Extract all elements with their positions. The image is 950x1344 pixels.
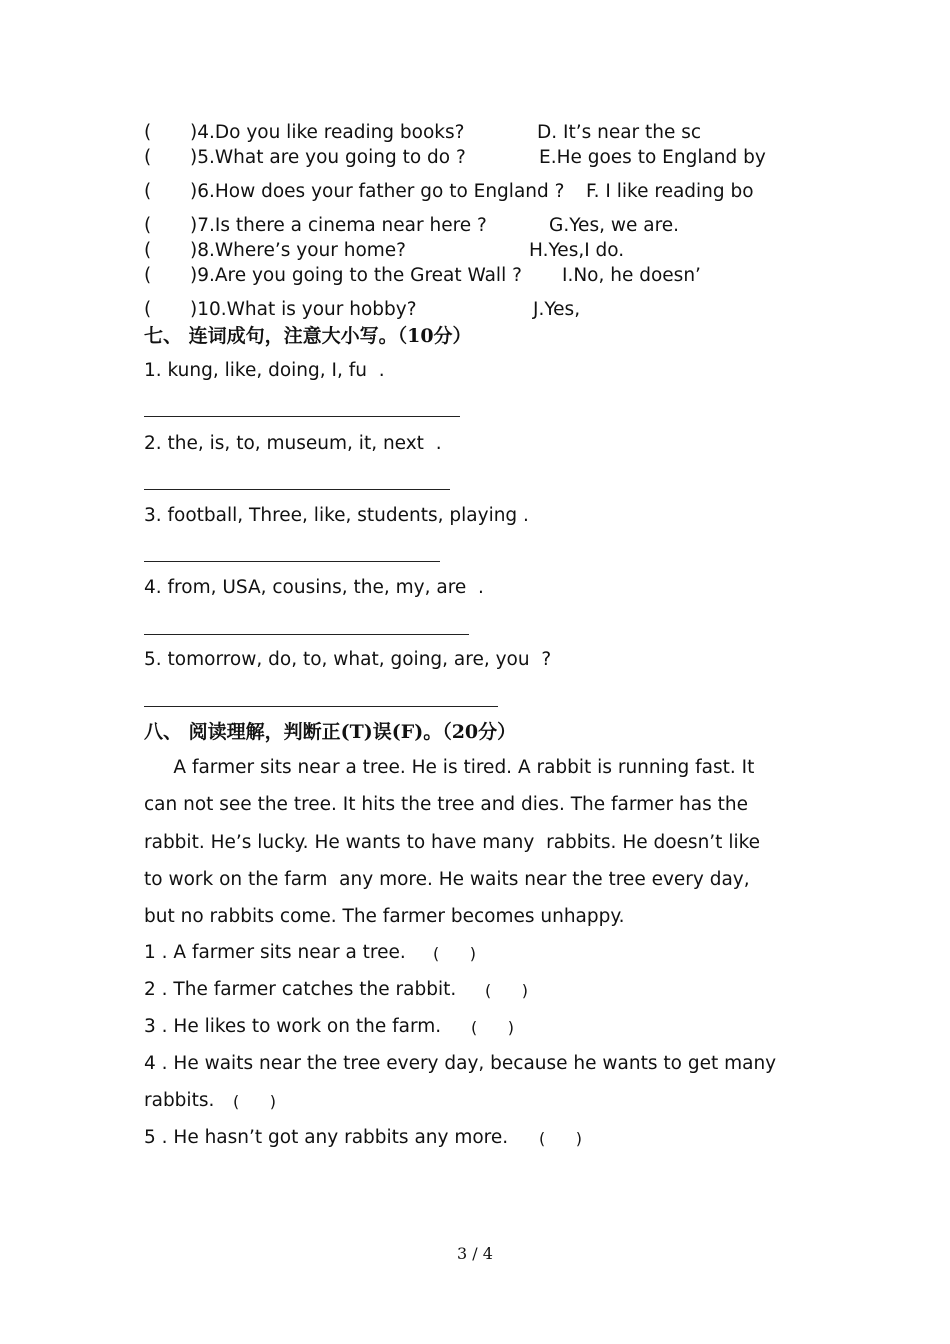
answer-line[interactable] — [144, 416, 460, 417]
answer-line[interactable] — [144, 706, 498, 707]
page-number: 3 / 4 — [457, 1244, 493, 1263]
answer-blank[interactable]: ( ) — [433, 944, 476, 963]
answer-blank: ( — [144, 299, 152, 320]
passage-line: to work on the farm any more. He waits near the tree every day, — [144, 869, 750, 890]
question-text: 2 . The farmer catches the rabbit. — [144, 979, 457, 1000]
answer-line[interactable] — [144, 561, 440, 562]
matching-answer: H.Yes,I do. — [529, 240, 625, 261]
answer-blank: ( — [144, 215, 152, 236]
matching-question: )4.Do you like reading books? — [190, 122, 465, 143]
sentence-item: 1. kung, like, doing, I, fu . — [144, 360, 385, 381]
matching-answer: J.Yes, — [533, 299, 581, 320]
question-text: rabbits. — [144, 1090, 215, 1111]
matching-answer: G.Yes, we are. — [549, 215, 680, 236]
passage-line: rabbit. He’s lucky. He wants to have many rabbits. He doesn’t like — [144, 832, 761, 853]
answer-blank[interactable]: ( ) — [485, 981, 528, 1000]
sentence-item: 3. football, Three, like, students, playing . — [144, 505, 529, 526]
section-heading: 八、 阅读理解，判断正(T)误(F)。（20分） — [144, 721, 517, 743]
matching-question: )8.Where’s your home? — [190, 240, 406, 261]
matching-answer: E.He goes to England by — [539, 147, 766, 168]
passage-line: but no rabbits come. The farmer becomes unhappy. — [144, 906, 625, 927]
matching-question: )9.Are you going to the Great Wall ? — [190, 265, 522, 286]
sentence-item: 4. from, USA, cousins, the, my, are . — [144, 577, 484, 598]
answer-blank: ( — [144, 181, 152, 202]
answer-blank: ( — [144, 265, 152, 286]
passage-line: A farmer sits near a tree. He is tired. A rabbit is running fast. It — [144, 757, 755, 778]
matching-question: )7.Is there a cinema near here ? — [190, 215, 487, 236]
sentence-item: 5. tomorrow, do, to, what, going, are, you ? — [144, 649, 552, 670]
answer-blank[interactable]: ( ) — [233, 1092, 276, 1111]
matching-answer: F. I like reading bo — [586, 181, 754, 202]
answer-line[interactable] — [144, 634, 469, 635]
answer-blank: ( — [144, 122, 152, 143]
passage-line: can not see the tree. It hits the tree and dies. The farmer has the — [144, 794, 748, 815]
answer-blank: ( — [144, 240, 152, 261]
section-heading: 七、 连词成句，注意大小写。（10分） — [144, 325, 472, 347]
question-text: 3 . He likes to work on the farm. — [144, 1016, 442, 1037]
answer-blank: ( — [144, 147, 152, 168]
question-text: 5 . He hasn’t got any rabbits any more. — [144, 1127, 509, 1148]
matching-question: )6.How does your father go to England ? — [190, 181, 565, 202]
answer-line[interactable] — [144, 489, 450, 490]
question-text: 4 . He waits near the tree every day, because he wants to get many — [144, 1053, 777, 1074]
sentence-item: 2. the, is, to, museum, it, next . — [144, 433, 442, 454]
matching-answer: I.No, he doesn’ — [562, 265, 701, 286]
matching-question: )10.What is your hobby? — [190, 299, 417, 320]
answer-blank[interactable]: ( ) — [471, 1018, 514, 1037]
answer-blank[interactable]: ( ) — [539, 1129, 582, 1148]
matching-answer: D. It’s near the sc — [537, 122, 702, 143]
matching-question: )5.What are you going to do ? — [190, 147, 466, 168]
question-text: 1 . A farmer sits near a tree. — [144, 942, 406, 963]
